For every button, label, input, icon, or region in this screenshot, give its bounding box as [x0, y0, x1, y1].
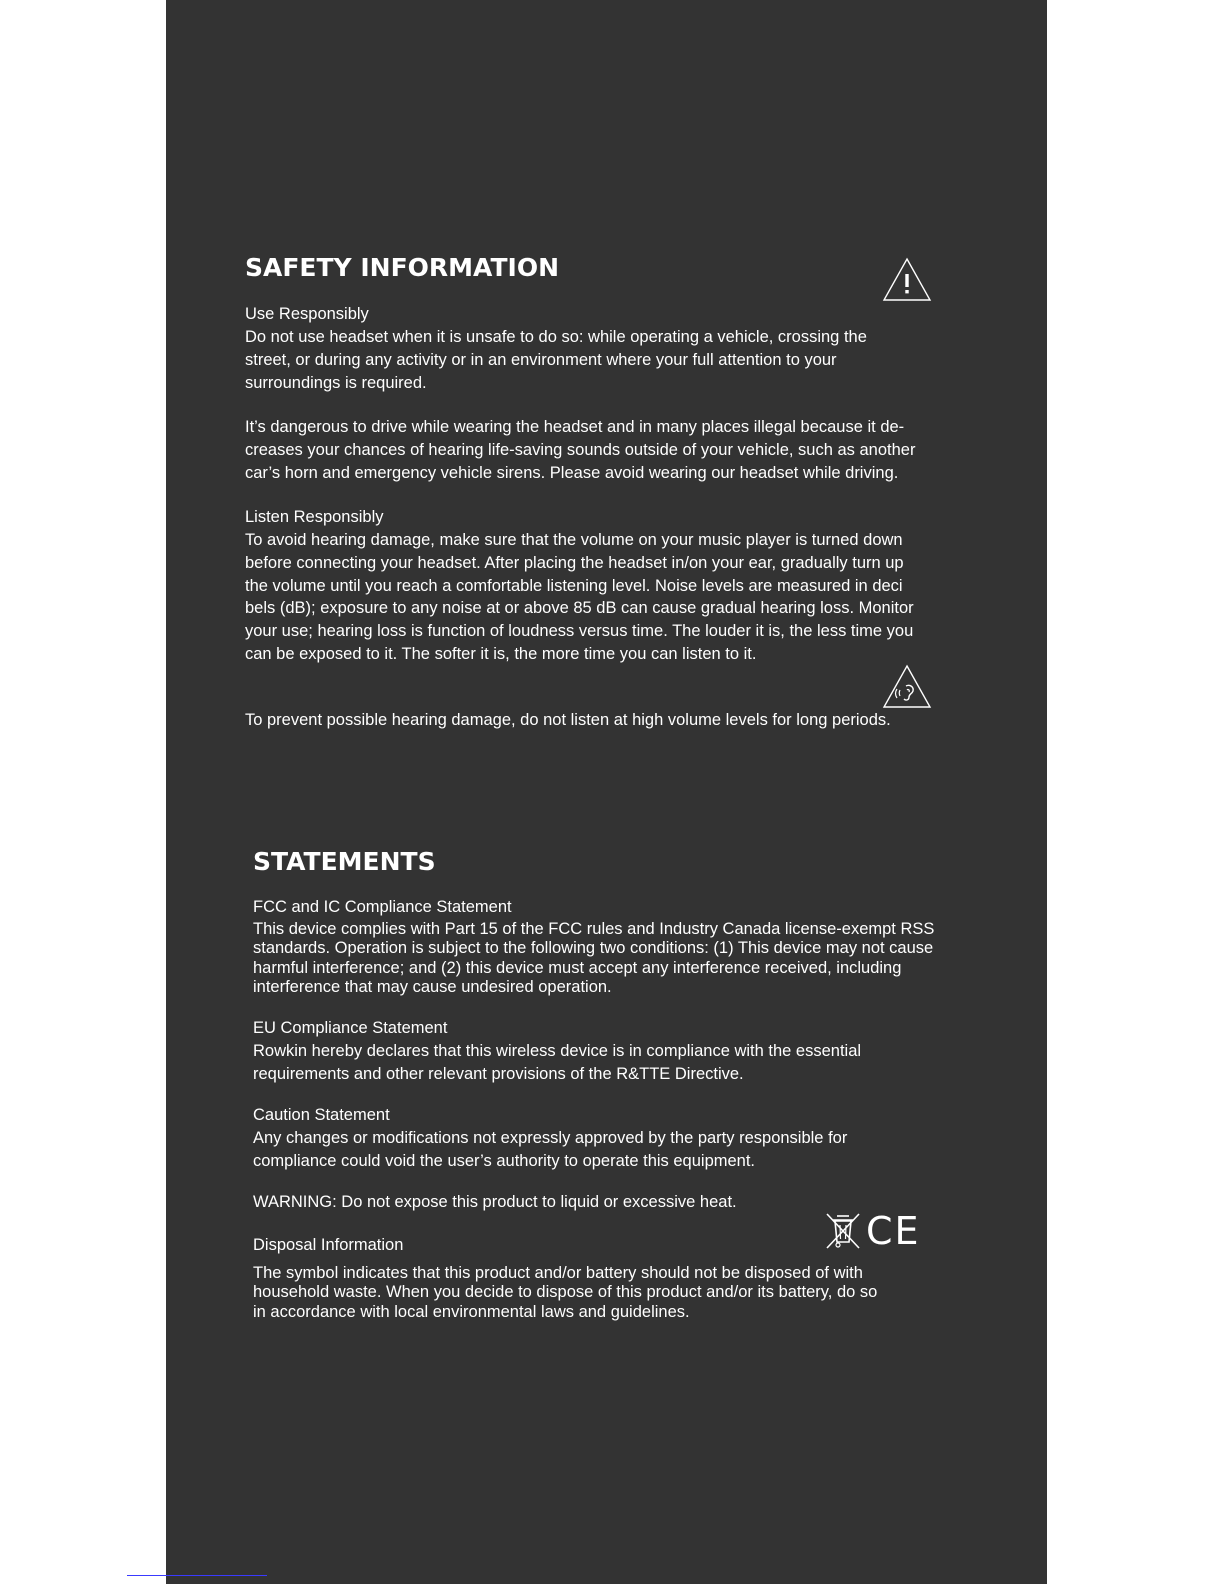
- use-responsibly-paragraph: Do not use headset when it is unsafe to do so: while operating a vehicle, crossing the street, or during any activity or in an environment where your full attention to your surroundings is required.: [245, 328, 867, 392]
- fcc-paragraph: This device complies with Part 15 of the FCC rules and Industry Canada license-exempt RSS standards. Operation is subject to the following two conditions: (1) This device may not cause harmful interference; and (2) this device must accept any interference received, including interference that may cause undesired operation.: [253, 920, 935, 997]
- fcc-heading: FCC and IC Compliance Statement: [253, 898, 512, 916]
- use-responsibly-heading: Use Responsibly: [245, 305, 369, 323]
- weee-crossed-bin-icon: [825, 1212, 861, 1250]
- driving-paragraph: It’s dangerous to drive while wearing the headset and in many places illegal because it de- creases your chances of hearing life-saving sounds outside of your vehicle, such as another car’s horn and emergency vehicle sirens. Please avoid wearing our headset while driving.: [245, 418, 916, 482]
- hearing-warning-text: To prevent possible hearing damage, do not listen at high volume levels for long periods.: [245, 711, 891, 729]
- statements-title: STATEMENTS: [253, 847, 436, 876]
- caution-paragraph: Any changes or modifications not expressly approved by the party responsible for compliance could void the user’s authority to operate this equipment.: [253, 1129, 848, 1170]
- footer-rule: [127, 1575, 267, 1576]
- warning-triangle-icon: [882, 257, 932, 303]
- safety-title: SAFETY INFORMATION: [245, 253, 559, 282]
- liquid-heat-warning: WARNING: Do not expose this product to liquid or excessive heat.: [253, 1193, 737, 1211]
- ce-mark: CE: [866, 1209, 921, 1253]
- document-panel: [166, 0, 1047, 1584]
- eu-paragraph: Rowkin hereby declares that this wireless device is in compliance with the essential requirements and other relevant provisions of the R&TTE Directive.: [253, 1042, 862, 1083]
- hearing-warning-icon: [882, 664, 932, 710]
- disposal-paragraph: The symbol indicates that this product and/or battery should not be disposed of with household waste. When you decide to dispose of this product and/or its battery, do so in accordance with local environmental laws and guidelines.: [253, 1264, 878, 1321]
- listen-responsibly-paragraph: To avoid hearing damage, make sure that the volume on your music player is turned down before connecting your headset. After placing the headset in/on your ear, gradually turn up the volume until you reach a comfortable listening level. Noise levels are measured in deci bels (dB); exposure to any noise at or above 85 dB can cause gradual hearing loss. Monitor your use; hearing loss is function of loudness versus time. The louder it is, the less time you can be exposed to it. The softer it is, the more time you can listen to it.: [245, 531, 914, 663]
- eu-heading: EU Compliance Statement: [253, 1019, 448, 1037]
- caution-heading: Caution Statement: [253, 1106, 390, 1124]
- listen-responsibly-heading: Listen Responsibly: [245, 508, 384, 526]
- disposal-heading: Disposal Information: [253, 1236, 404, 1254]
